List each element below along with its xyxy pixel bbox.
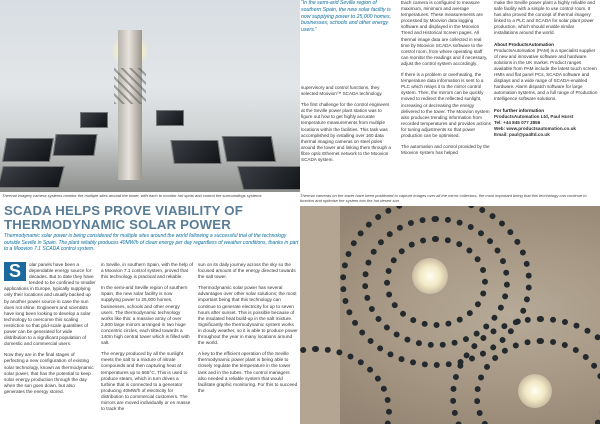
heliostat-mirror — [52, 134, 97, 156]
drop-cap: S — [4, 262, 26, 281]
paragraph: The first challenge for the control engineers at the Seville power plant station was to figure out how to get highly accurate temperature measurements from multiple locations within the facilities. This task was accomplished by installing over 160 data thermal imaging cameras on steel poles around the tower and linking them through a fibre optic Ethernet network to the Moovion SCADA system. — [301, 102, 391, 163]
paragraph: supervisory and control functions, they selected Moovion™ SCADA technology. — [301, 85, 383, 97]
body-column-3 — [198, 262, 298, 394]
body-column-2 — [101, 262, 193, 412]
paragraph: Each camera is configured to measure maximum, minimum and average temperatures. These measurements are processed by Moovion data logging software and displayed in the Moovion Trend and Historical Screen pages. All thermal image data are collected in real time by Moovion SCADA software to the control room, from where operating staff can monitor the readings and if necessary, adjust the control system accordingly. — [401, 0, 488, 66]
heliostat-mirror — [222, 136, 277, 162]
contact-email[interactable]: Email: paul@pa4ltd.co.uk — [494, 131, 550, 137]
heliostat-mirror — [156, 110, 184, 126]
central-tower — [518, 374, 552, 408]
paragraph: Now they are in the final stages of perfecting a new configuration of existing solar technology, known as thermodynamic solar power, that has the potential to keep solar energy production through the day when the sun goes down, but also generates the energy stored. — [4, 352, 94, 394]
aerial-solar-field-photo — [300, 206, 600, 424]
article-column-4 — [494, 0, 598, 138]
about-subhead: About ProductsAutomation — [494, 41, 554, 47]
paragraph: The energy produced by all the sunlight meets the salt to a mixture of nitrate compounds and then capturing heat at temperatures up to 565°C. This is used to produce steam, which in turn drives a turbine that is connected to a generator producing 40MW/h of electricity for distribution to commercial customers. The mirrors are moved individually or en masse to track the — [101, 351, 191, 412]
paragraph: make the Seville power plant a highly reliable and safe facility with a simple to use control room. It has also proved the concept of thermal imagery linked to a PLC and SCADA for solar plant power production, which should enable similar installations around the world. — [494, 0, 595, 36]
paragraph: in Seville, in southern Spain, with the help of a Moovion 7.1 control system, proved that this technology is practical and reliable. — [101, 262, 193, 280]
article-column-2 — [301, 85, 393, 163]
paragraph: sun on its daily journey across the sky so the focused amount of the energy directed towards the salt tower. — [198, 262, 296, 280]
contact-heading: For further information — [494, 107, 545, 113]
heliostat-mirror — [0, 166, 65, 188]
about-paragraph: ProductsAutomation (PAM) is a specialist supplier of new and innovative software and hardware solutions in the UK market. Product ranges available from PAM include the latest touch screen HMIs and flat panel PCs, SCADA software and displays and a wide range of SCADA-enabled hardware. Alarm dispatch software for large automation systems, and a full range of Production Intelligence software solutions. — [494, 47, 598, 102]
heliostat-mirror — [2, 138, 54, 162]
article-standfirst: Thermodynamic solar power is being considered for multiple sites around the world following a successful trial of the technology outside Seville in Spain. The plant reliably produces 40MW/h of clean energy per day regardless of weather conditions, thanks in part to a Moovion 7.1 SCADA control system. — [4, 233, 299, 253]
heliostat-mirror — [170, 140, 221, 164]
article-headline: SCADA HELPS PROVE VIABILITY OF THERMODYNAMIC SOLAR POWER — [4, 203, 244, 232]
mirror-field-ring — [300, 346, 392, 424]
paragraph: A key to the efficient operation of the Seville thermodynamic power plant is being able to closely regulate the temperature in the tower tank and in the tubes. The control managers also needed a reliable system that would facilitate graphic monitoring. For this to succeed the — [198, 351, 298, 393]
photo-caption: Thermal cameras on the tower have been positioned to capture images over all the mirror collectors, the most important being that this technology can continue to function and optimise the system into the hot desert sun — [300, 193, 587, 203]
tower-lattice — [114, 68, 146, 104]
paragraph: Thermodynamic solar power has several advantages over other solar solutions; the most important being that this technology can continue to generate electricity for up to seven hours after sunset. This is possible because of the insulated heat build-up in the salt mixture. Significantly the thermodynamic system works in cloudy weather, so it is able to produce power throughout the year in many locations around the world. — [198, 285, 298, 346]
article-column-3 — [401, 0, 491, 156]
heliostat-mirror — [237, 166, 300, 190]
pull-quote: “In the semi-arid Seville region of southern Spain, the new solar facility is now supplying power to 25,000 homes, businesses, schools and other energy users.” — [301, 0, 391, 34]
solar-tower — [118, 30, 142, 180]
paragraph: If there is a problem or overheating, the temperature data information is sent to a PLC which relays it to the mirror control system. Then, the mirrors can be quickly moved to redirect the reflected sunlight, increasing or decreasing the energy delivered to the tower. The Moovion system also produces trending information from recorded temperatures and provides actions for tuning adjustments so that power production can be optimised. — [401, 72, 491, 138]
contact-block — [494, 108, 598, 138]
paragraph: The automation and control provided by the Moovion system has helped — [401, 144, 490, 156]
photo-caption: Thermal imagery camera systems monitor the multiple sites around the tower, with each to monitor hot spots and control the surroundings systems — [2, 193, 262, 198]
central-tower — [412, 258, 448, 294]
paragraph: In the semi-arid Seville region of southern Spain, the new solar facility is now supplying power to 25,000 homes, businesses, schools and other energy users. The thermodynamic technology works like this: a massive array of over 2,600 large mirrors arranged in two huge concentric circles, each tilted towards a 140m high central tower which is filled with salt. — [101, 285, 190, 346]
body-column-1 — [4, 262, 96, 395]
contact-tel: Tel: +44 845 077 3856 — [494, 119, 541, 125]
contact-web[interactable]: Web: www.productsautomation.co.uk — [494, 125, 576, 131]
paragraph: olar panels have been a dependable energy source for decades. But to date they have tended to be confined to smaller applications in Europe, typically supplying only their locations and usually backed up by another power source in case the sun does not shine. Engineers and scientists have long been looking to develop a solar technology to overcome this scaling restriction so that grid-scale quantities of power can be generated for wide distribution to a significant population of domestic and commercial users. — [4, 262, 96, 347]
contact-company: ProductsAutomation Ltd, Paul Hurst — [494, 113, 574, 119]
heliostat-mirror — [80, 112, 108, 128]
solar-tower-photo — [0, 0, 300, 192]
